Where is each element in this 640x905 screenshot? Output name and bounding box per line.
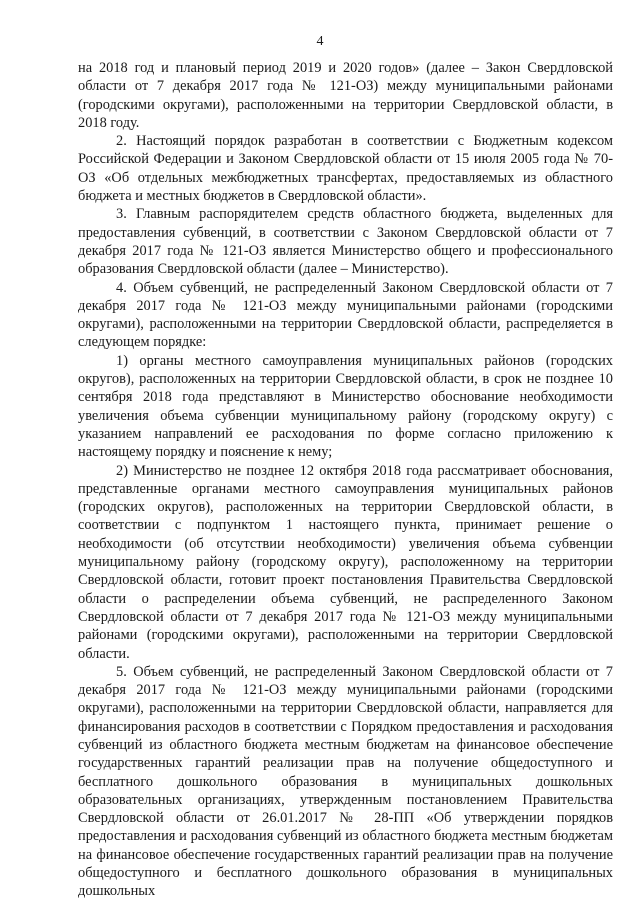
paragraph-item-4: 4. Объем субвенций, не распределенный Законом Свердловской области от 7 декабря 2017 года № 121-ОЗ между муниципальными районами (городскими округами), расположенными на территории Свердловской области, распределяется в следующем порядке: <box>78 279 613 351</box>
document-body <box>78 59 613 901</box>
paragraph-item-4-1: 1) органы местного самоуправления муниципальных районов (городских округов), расположенных на территории Свердловской области, в срок не позднее 10 сентября 2018 года представляют в Министерство обоснование необходимости увеличения объема субвенции муниципальному району (городскому округу) с указанием направлений ее расходования по форме согласно приложению к настоящему порядку и пояснение к нему; <box>78 352 613 461</box>
paragraph-item-4-2: 2) Министерство не позднее 12 октября 2018 года рассматривает обоснования, представленные органами местного самоуправления муниципальных районов (городских округов), расположенных на территории Свердловской области, в соответствии с подпунктом 1 настоящего пункта, принимает решение о необходимости (об отсутствии необходимости) увеличения объема субвенции муниципальному району (городскому округу), расположенному на территории Свердловской области, готовит проект постановления Правительства Свердловской области о распределении объема субвенций, не распределенного Законом Свердловской области от 7 декабря 2017 года № 121-ОЗ между муниципальными районами (городскими округами), расположенными на территории Свердловской области. <box>78 462 613 662</box>
paragraph-item-2: 2. Настоящий порядок разработан в соответствии с Бюджетным кодексом Российской Федерации и Законом Свердловской области от 15 июля 2005 года № 70-ОЗ «Об отдельных межбюджетных трансфертах, предоставляемых из областного бюджета и местных бюджетов в Свердловской области». <box>78 133 613 205</box>
paragraph-continuation: на 2018 год и плановый период 2019 и 2020 годов» (далее – Закон Свердловской области от 7 декабря 2017 года № 121-ОЗ) между муниципальными районами (городскими округами), расположенными на территории Свердловской области, в 2018 году. <box>78 60 613 131</box>
page-number: 4 <box>316 34 324 49</box>
paragraph-item-3: 3. Главным распорядителем средств областного бюджета, выделенных для предоставления субвенций, в соответствии с Законом Свердловской области от 7 декабря 2017 года № 121-ОЗ является Министерство общего и профессионального образования Свердловской области (далее – Министерство). <box>78 206 613 278</box>
paragraph-item-5: 5. Объем субвенций, не распределенный Законом Свердловской области от 7 декабря 2017 года № 121-ОЗ между муниципальными районами (городскими округами), расположенными на территории Свердловской области, направляется для финансирования расходов в соответствии с Порядком предоставления и расходования субвенций из областного бюджета местным бюджетам на финансовое обеспечение государственных гарантий реализации прав на получение общедоступного и бесплатного дошкольного образования в муниципальных дошкольных образовательных организациях, утвержденным постановлением Правительства Свердловской области от 26.01.2017 № 28-ПП «Об утверждении порядков предоставления и расходования субвенций из областного бюджета местным бюджетам на финансовое обеспечение государственных гарантий реализации прав на получение общедоступного и бесплатного дошкольного образования в муниципальных дошкольных <box>78 663 613 900</box>
